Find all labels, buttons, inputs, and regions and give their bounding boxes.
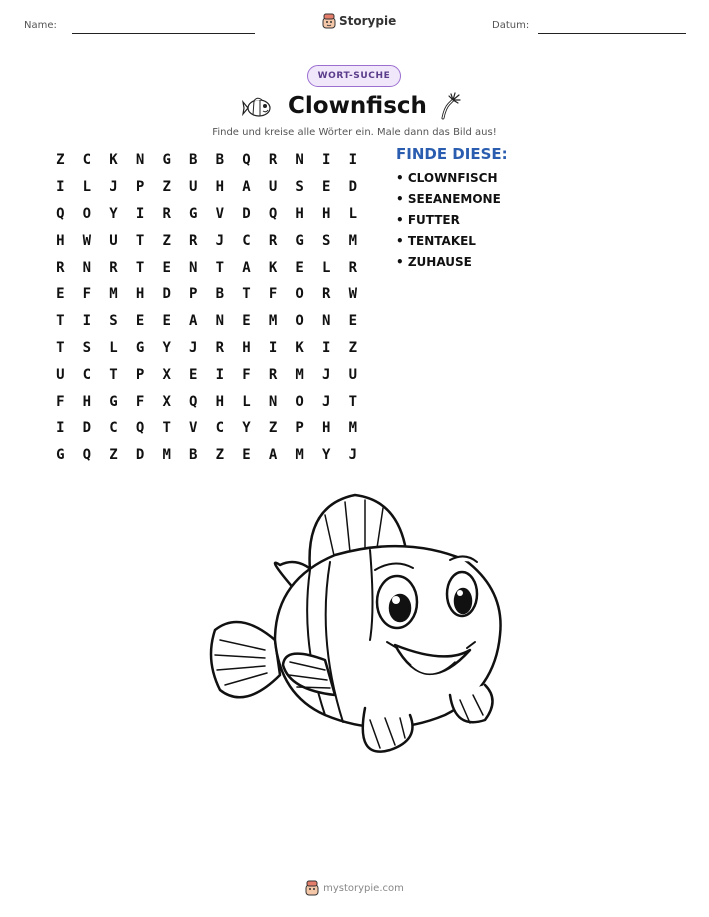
grid-letter[interactable]: G xyxy=(56,447,65,464)
grid-letter[interactable]: U xyxy=(56,366,65,383)
grid-letter[interactable]: R xyxy=(322,286,331,303)
word-item: • CLOWNFISCH xyxy=(396,171,498,185)
grid-letter[interactable]: Y xyxy=(242,420,251,437)
grid-letter[interactable]: G xyxy=(135,339,145,356)
grid-row xyxy=(47,174,366,201)
grid-letter[interactable]: K xyxy=(268,259,278,276)
date-label: Datum: xyxy=(492,20,530,31)
grid-letter[interactable]: W xyxy=(82,232,92,249)
grid-letter[interactable]: H xyxy=(215,179,225,196)
grid-letter[interactable]: W xyxy=(348,286,358,303)
footer-url: mystorypie.com xyxy=(323,882,404,894)
grid-letter[interactable]: N xyxy=(322,313,331,330)
grid-letter[interactable]: I xyxy=(82,313,92,330)
grid-letter[interactable]: M xyxy=(295,366,304,383)
grid-letter[interactable]: Y xyxy=(322,447,331,464)
grid-letter[interactable]: H xyxy=(215,393,225,410)
grid-letter[interactable]: R xyxy=(189,232,198,249)
grid-letter[interactable]: N xyxy=(189,259,198,276)
grid-letter[interactable]: Y xyxy=(162,339,171,356)
grid-letter[interactable]: L xyxy=(82,179,92,196)
grid-letter[interactable]: I xyxy=(268,339,278,356)
footer xyxy=(0,880,709,896)
grid-letter[interactable]: S xyxy=(295,179,304,196)
grid-letter[interactable]: O xyxy=(295,313,304,330)
word-list xyxy=(396,145,508,276)
grid-letter[interactable]: V xyxy=(215,205,225,222)
title-row xyxy=(0,90,709,124)
grid-letter[interactable]: E xyxy=(162,313,171,330)
grid-letter[interactable]: M xyxy=(348,232,358,249)
grid-letter[interactable]: N xyxy=(135,152,145,169)
grid-letter[interactable]: L xyxy=(348,205,358,222)
grid-letter[interactable]: S xyxy=(322,232,331,249)
word-item: • SEEANEMONE xyxy=(396,192,501,206)
grid-letter[interactable]: B xyxy=(215,152,225,169)
grid-letter[interactable]: Z xyxy=(215,447,225,464)
word-search-grid[interactable] xyxy=(47,147,366,469)
brand-logo xyxy=(322,13,396,29)
grid-letter[interactable]: E xyxy=(322,179,331,196)
grid-letter[interactable]: E xyxy=(242,313,251,330)
grid-letter[interactable]: D xyxy=(135,447,145,464)
grid-letter[interactable]: H xyxy=(135,286,145,303)
grid-letter[interactable]: Z xyxy=(162,232,171,249)
grid-letter[interactable]: G xyxy=(109,393,118,410)
grid-letter[interactable]: M xyxy=(162,447,171,464)
grid-letter[interactable]: J xyxy=(348,447,358,464)
grid-letter[interactable]: L xyxy=(109,339,118,356)
grid-letter[interactable]: B xyxy=(215,286,225,303)
grid-letter[interactable]: H xyxy=(242,339,251,356)
grid-letter[interactable]: D xyxy=(82,420,92,437)
grid-letter[interactable]: O xyxy=(82,205,92,222)
name-field-line[interactable] xyxy=(72,33,255,34)
grid-letter[interactable]: Z xyxy=(348,339,358,356)
grid-letter[interactable]: N xyxy=(268,393,278,410)
grid-letter[interactable]: A xyxy=(242,259,251,276)
grid-letter[interactable]: H xyxy=(295,205,304,222)
grid-letter[interactable]: F xyxy=(56,393,65,410)
grid-letter[interactable]: Q xyxy=(82,447,92,464)
grid-letter[interactable]: U xyxy=(268,179,278,196)
grid-letter[interactable]: D xyxy=(242,205,251,222)
grid-letter[interactable]: Q xyxy=(268,205,278,222)
grid-letter[interactable]: D xyxy=(348,179,358,196)
grid-letter[interactable]: T xyxy=(135,259,145,276)
grid-letter[interactable]: R xyxy=(268,232,278,249)
grid-letter[interactable]: R xyxy=(348,259,358,276)
date-field-line[interactable] xyxy=(538,33,686,34)
grid-letter[interactable]: D xyxy=(162,286,171,303)
grid-letter[interactable]: K xyxy=(109,152,118,169)
grid-letter[interactable]: R xyxy=(56,259,65,276)
grid-letter[interactable]: I xyxy=(322,339,331,356)
grid-letter[interactable]: M xyxy=(295,447,304,464)
grid-letter[interactable]: M xyxy=(109,286,118,303)
grid-letter[interactable]: C xyxy=(109,420,118,437)
grid-letter[interactable]: P xyxy=(135,179,145,196)
page-title: Clownfisch xyxy=(288,93,427,119)
grid-letter[interactable]: C xyxy=(242,232,251,249)
name-label: Name: xyxy=(24,20,57,31)
grid-row xyxy=(47,201,366,228)
grid-letter[interactable]: O xyxy=(295,286,304,303)
grid-letter[interactable]: H xyxy=(82,393,92,410)
grid-row xyxy=(47,388,366,415)
grid-letter[interactable]: L xyxy=(322,259,331,276)
grid-letter[interactable]: L xyxy=(242,393,251,410)
grid-letter[interactable]: M xyxy=(348,420,358,437)
grid-letter[interactable]: G xyxy=(189,205,198,222)
grid-letter[interactable]: P xyxy=(135,366,145,383)
grid-letter[interactable]: Z xyxy=(162,179,171,196)
storypie-mascot-icon xyxy=(305,880,319,896)
word-list-title: FINDE DIESE: xyxy=(396,145,508,163)
grid-letter[interactable]: I xyxy=(56,420,65,437)
grid-row xyxy=(47,415,366,442)
grid-row xyxy=(47,254,366,281)
grid-letter[interactable]: E xyxy=(189,366,198,383)
grid-letter[interactable]: J xyxy=(322,393,331,410)
grid-letter[interactable]: Z xyxy=(109,447,118,464)
grid-row xyxy=(47,227,366,254)
grid-letter[interactable]: H xyxy=(322,205,331,222)
word-item: • FUTTER xyxy=(396,213,460,227)
storypie-mascot-icon xyxy=(322,13,336,29)
grid-row xyxy=(47,308,366,335)
grid-letter[interactable]: G xyxy=(295,232,304,249)
grid-letter[interactable]: Z xyxy=(56,152,65,169)
grid-letter[interactable]: Z xyxy=(268,420,278,437)
clownfish-icon xyxy=(242,94,274,120)
grid-letter[interactable]: U xyxy=(348,366,358,383)
grid-letter[interactable]: C xyxy=(215,420,225,437)
grid-letter[interactable]: F xyxy=(268,286,278,303)
grid-letter[interactable]: X xyxy=(162,393,171,410)
grid-row xyxy=(47,335,366,362)
grid-letter[interactable]: E xyxy=(348,313,358,330)
grid-letter[interactable]: A xyxy=(189,313,198,330)
grid-letter[interactable]: T xyxy=(348,393,358,410)
grid-letter[interactable]: T xyxy=(162,420,171,437)
grid-letter[interactable]: R xyxy=(268,366,278,383)
grid-letter[interactable]: A xyxy=(242,179,251,196)
grid-letter[interactable]: R xyxy=(215,339,225,356)
grid-letter[interactable]: T xyxy=(109,366,118,383)
grid-row xyxy=(47,281,366,308)
instructions: Finde und kreise alle Wörter ein. Male dann das Bild aus! xyxy=(212,127,497,138)
grid-letter[interactable]: F xyxy=(135,393,145,410)
grid-letter[interactable]: H xyxy=(322,420,331,437)
grid-letter[interactable]: J xyxy=(189,339,198,356)
grid-letter[interactable]: B xyxy=(189,152,198,169)
grid-letter[interactable]: T xyxy=(242,286,251,303)
grid-letter[interactable]: R xyxy=(268,152,278,169)
grid-letter[interactable]: R xyxy=(109,259,118,276)
grid-letter[interactable]: A xyxy=(268,447,278,464)
grid-letter[interactable]: I xyxy=(56,179,65,196)
grid-letter[interactable]: K xyxy=(295,339,304,356)
grid-letter[interactable]: F xyxy=(242,366,251,383)
brand-name: Storypie xyxy=(339,14,397,28)
grid-letter[interactable]: E xyxy=(135,313,145,330)
grid-letter[interactable]: U xyxy=(189,179,198,196)
grid-letter[interactable]: E xyxy=(162,259,171,276)
grid-letter[interactable]: J xyxy=(215,232,225,249)
grid-letter[interactable]: I xyxy=(215,366,225,383)
word-item: • TENTAKEL xyxy=(396,234,476,248)
grid-letter[interactable]: H xyxy=(56,232,65,249)
grid-letter[interactable]: N xyxy=(295,152,304,169)
grid-letter[interactable]: J xyxy=(109,179,118,196)
sea-anemone-icon xyxy=(437,90,467,120)
grid-letter[interactable]: S xyxy=(82,339,92,356)
grid-letter[interactable]: J xyxy=(322,366,331,383)
grid-letter[interactable]: T xyxy=(56,339,65,356)
grid-letter[interactable]: Q xyxy=(189,393,198,410)
grid-letter[interactable]: E xyxy=(295,259,304,276)
grid-letter[interactable]: S xyxy=(109,313,118,330)
word-item: • ZUHAUSE xyxy=(396,255,472,269)
grid-letter[interactable]: I xyxy=(135,205,145,222)
grid-letter[interactable]: U xyxy=(109,232,118,249)
grid-letter[interactable]: B xyxy=(189,447,198,464)
grid-letter[interactable]: C xyxy=(82,152,92,169)
grid-letter[interactable]: P xyxy=(189,286,198,303)
grid-letter[interactable]: Q xyxy=(135,420,145,437)
grid-letter[interactable]: Q xyxy=(56,205,65,222)
grid-letter[interactable]: T xyxy=(56,313,65,330)
grid-letter[interactable]: C xyxy=(82,366,92,383)
grid-letter[interactable]: M xyxy=(268,313,278,330)
grid-letter[interactable]: E xyxy=(56,286,65,303)
grid-letter[interactable]: P xyxy=(295,420,304,437)
grid-letter[interactable]: I xyxy=(348,152,358,169)
activity-badge: WORT-SUCHE xyxy=(307,65,401,87)
clownfish-coloring-illustration[interactable] xyxy=(205,490,505,765)
grid-letter[interactable]: Q xyxy=(242,152,251,169)
grid-letter[interactable]: E xyxy=(242,447,251,464)
grid-letter[interactable]: G xyxy=(162,152,171,169)
grid-letter[interactable]: T xyxy=(135,232,145,249)
grid-letter[interactable]: F xyxy=(82,286,92,303)
grid-letter[interactable]: I xyxy=(322,152,331,169)
grid-row xyxy=(47,147,366,174)
grid-letter[interactable]: O xyxy=(295,393,304,410)
grid-letter[interactable]: N xyxy=(215,313,225,330)
grid-letter[interactable]: Y xyxy=(109,205,118,222)
grid-row xyxy=(47,361,366,388)
grid-letter[interactable]: T xyxy=(215,259,225,276)
grid-row xyxy=(47,442,366,469)
grid-letter[interactable]: X xyxy=(162,366,171,383)
grid-letter[interactable]: R xyxy=(162,205,171,222)
grid-letter[interactable]: N xyxy=(82,259,92,276)
grid-letter[interactable]: V xyxy=(189,420,198,437)
